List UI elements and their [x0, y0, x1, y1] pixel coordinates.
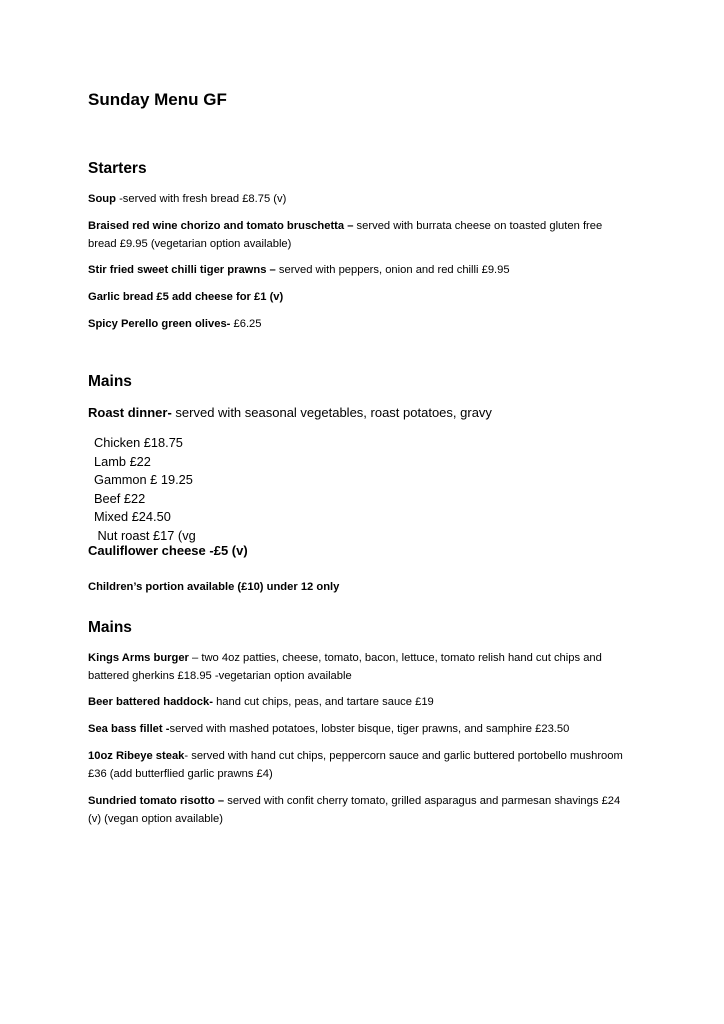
- item-name: Garlic bread £5 add cheese for £1 (v): [88, 291, 284, 303]
- main-item: [88, 748, 633, 783]
- item-desc: – two 4oz patties, cheese, tomato, bacon, lettuce, tomato relish hand cut chips and battered gherkins £18.95 -vegetarian option available: [88, 652, 602, 682]
- item-name: Spicy Perello green olives-: [88, 318, 231, 330]
- item-name: 10oz Ribeye steak: [88, 750, 185, 762]
- main-item: [88, 793, 633, 828]
- roast-dinner-item: [88, 405, 492, 420]
- roast-mains-heading: Mains: [88, 373, 132, 390]
- starter-item: [88, 218, 633, 253]
- menu-title: Sunday Menu GF: [88, 90, 227, 109]
- item-name: Stir fried sweet chilli tiger prawns –: [88, 264, 276, 276]
- roast-option: Nut roast £17 (vg: [94, 527, 196, 543]
- item-desc: - served with hand cut chips, peppercorn sauce and garlic buttered portobello mushroom £36 (add butterflied garlic prawns £4): [88, 750, 623, 780]
- item-desc: £6.25: [230, 318, 262, 330]
- starter-item: [88, 316, 633, 334]
- roast-option: Lamb £22: [94, 453, 151, 469]
- item-name: Beer battered haddock-: [88, 696, 213, 708]
- item-name: Kings Arms burger: [88, 652, 189, 664]
- item-name: Soup: [88, 193, 116, 205]
- item-desc: served with confit cherry tomato, grilled asparagus and parmesan shavings £24 (v) (vegan option available): [88, 795, 621, 825]
- item-desc: served with burrata cheese on toasted gluten free bread £9.95 (vegetarian option available): [88, 220, 603, 250]
- item-desc: -served with fresh bread £8.75 (v): [115, 193, 287, 205]
- item-desc: served with seasonal vegetables, roast potatoes, gravy: [171, 405, 492, 420]
- item-name: Braised red wine chorizo and tomato bruschetta –: [88, 220, 354, 232]
- roast-option: Gammon £ 19.25: [94, 472, 193, 487]
- main-item: [88, 694, 633, 712]
- starter-item: [88, 262, 633, 280]
- item-desc: served with peppers, onion and red chilli £9.95: [275, 264, 510, 276]
- main-item: [88, 650, 633, 685]
- item-name: Roast dinner-: [88, 405, 172, 420]
- starter-item: [88, 289, 633, 307]
- roast-option: Chicken £18.75: [94, 435, 183, 450]
- item-desc: served with mashed potatoes, lobster bisque, tiger prawns, and samphire £23.50: [169, 723, 570, 735]
- childrens-portion-note: Children’s portion available (£10) under 12 only: [88, 581, 340, 593]
- mains-heading: Mains: [88, 619, 132, 636]
- item-name: Sea bass fillet -: [88, 723, 170, 735]
- item-desc: hand cut chips, peas, and tartare sauce £19: [212, 696, 434, 708]
- cauliflower-cheese-extra: Cauliflower cheese -£5 (v): [88, 543, 248, 558]
- starter-item: [88, 191, 633, 209]
- roast-option: Beef £22: [94, 490, 146, 506]
- roast-option: Mixed £24.50: [94, 509, 171, 524]
- roast-options-list: [94, 434, 196, 545]
- main-item: [88, 721, 633, 739]
- starters-heading: Starters: [88, 160, 147, 177]
- item-name: Sundried tomato risotto –: [88, 795, 225, 807]
